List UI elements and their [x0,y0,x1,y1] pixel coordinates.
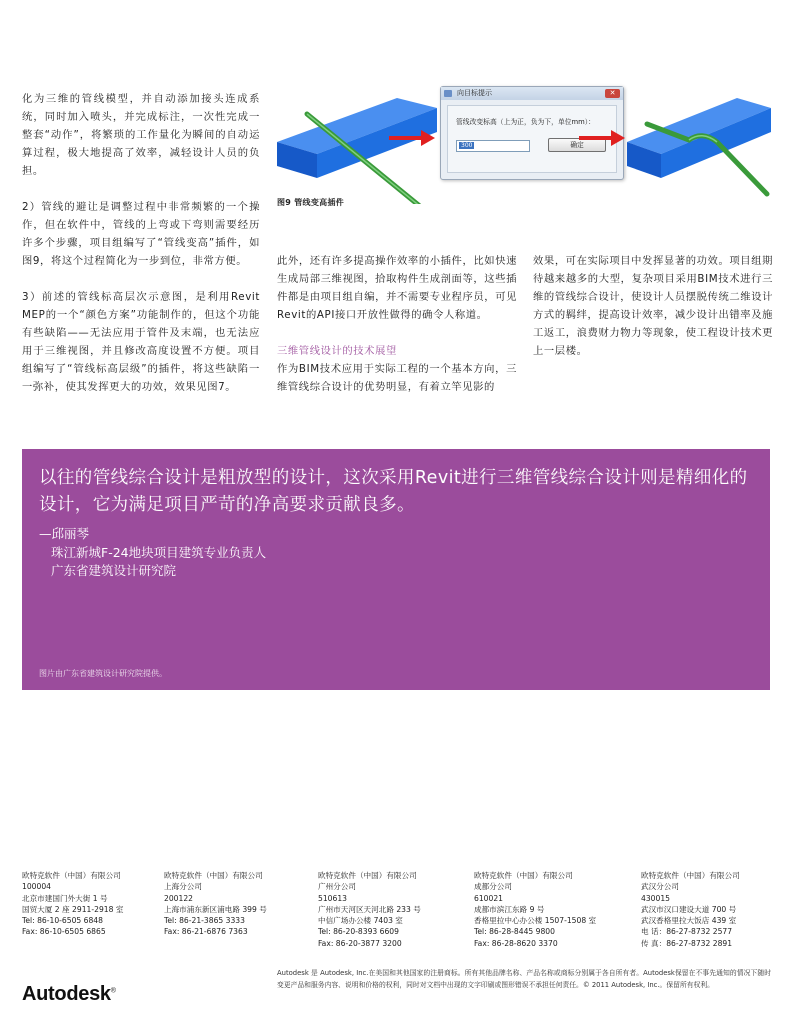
office-line: Fax: 86-20-3877 3200 [318,938,402,948]
office-line: 欧特克软件（中国）有限公司 [474,871,573,880]
close-icon[interactable]: ✕ [605,89,620,98]
middle-column [277,252,517,396]
body-paragraph: 化为三维的管线模型，并自动添加接头连成系统，同时加入喷头，并完成标注，一次性完成一整套“动作”，将繁琐的工作量化为瞬间的自动运算过程，极大地提高了效率，减轻设计人员的负担。 [22,93,260,177]
body-paragraph: 3）前述的管线标高层次示意图，是利用Revit MEP的一个“颜色方案”功能制作的，但这个功能有些缺陷——无法应用于管件及末端，也无法应用于三维视图，并且修改高度设置不方便。项目组编写了“管线标高层级”的插件，将这些缺陷一一弥补，使其发挥更大的功效，效果见图7。 [22,291,260,393]
office-line: Fax: 86-21-6876 7363 [164,927,248,937]
office-line: 成都分公司 [474,882,512,892]
office-line: Tel: 86-28-8445 9800 [474,927,555,937]
office-address-guangzhou [318,870,421,949]
quote-block [22,449,770,690]
office-line: Tel: 86-10-6505 6848 [22,916,103,926]
dialog-title: 向目标提示 [457,89,492,97]
ok-button[interactable]: 确定 [548,138,606,152]
height-input-value: 300 [461,142,473,149]
office-line: 上海分公司 [164,882,202,892]
right-column [533,252,773,378]
office-line: Tel: 86-20-8393 6609 [318,927,399,937]
office-line: 国贸大厦 2 座 2911-2918 室 [22,904,124,914]
arrow-right-icon [387,128,437,148]
office-line: 广州市天河区天河北路 233 号 [318,904,421,914]
office-line: 北京市建国门外大街 1 号 [22,893,108,903]
office-line: 武汉分公司 [641,882,679,892]
logo-text: Autodesk [22,983,111,1005]
office-line: Fax: 86-10-6505 6865 [22,927,106,937]
office-line: Fax: 86-28-8620 3370 [474,938,558,948]
figure-pipe-height-plugin [277,84,771,214]
image-credit: 图片由广东省建筑设计研究院提供。 [39,669,167,678]
pipe-after-illustration [627,94,771,204]
dialog-titlebar [441,87,623,100]
quote-author-role: 珠江新城F-24地块项目建筑专业负责人 [51,545,267,560]
body-paragraph: 效果，可在实际项目中发挥显著的功效。项目组期待越来越多的大型，复杂项目采用BIM技术进行三维的管线综合设计，使设计人员摆脱传统二维设计方式的羁绊，提高设计效率，减少设计出错率及施工返工，浪费财力物力等现象，使工程设计技术更上一层楼。 [533,255,773,357]
pipe-before-illustration [277,94,437,204]
legal-notice: Autodesk 是 Autodesk, Inc.在美国和其他国家的注册商标。所有其他品牌名称、产品名称或商标分别属于各自所有者。Autodesk保留在不事先通知的情况下随时变更产品和服务内容、说明和价格的权利，同时对文档中出现的文字印刷或图形错误不承担任何责任。© 2011 Autodesk, Inc.。保留所有权利。 [277,969,771,989]
quote-author-organization: 广东省建筑设计研究院 [51,563,177,578]
office-line: 广州分公司 [318,882,356,892]
left-column [22,90,260,414]
office-address-chengdu [474,870,596,949]
office-line: 欧特克软件（中国）有限公司 [22,871,121,880]
office-line: 510613 [318,893,347,903]
office-line: 香格里拉中心办公楼 1507-1508 室 [474,916,597,926]
office-line: 武汉香格里拉大饭店 439 室 [641,916,737,926]
office-line: 610021 [474,893,503,903]
office-line: 电 话：86-27-8732 2577 [641,927,733,937]
body-paragraph: 此外，还有许多提高操作效率的小插件，比如快速生成局部三维视图，拾取构件生成剖面等，这些插件都是由项目组自编，并不需要专业程序员，可见Revit的API接口开放性做得的确令人称道。 [277,255,517,321]
office-address-wuhan [641,870,740,949]
office-line: 传 真：86-27-8732 2891 [641,938,733,948]
office-line: 武汉市汉口建设大道 700 号 [641,904,737,914]
office-line: 欧特克软件（中国）有限公司 [641,871,740,880]
office-line: 欧特克软件（中国）有限公司 [164,871,263,880]
autodesk-logo [22,983,116,1006]
body-paragraph: 作为BIM技术应用于实际工程的一个基本方向，三维管线综合设计的优势明显，有着立竿见影的 [277,363,517,393]
height-input[interactable] [456,140,530,152]
figure-caption: 图9 管线变高插件 [277,198,345,207]
registered-mark-icon: ® [110,987,116,995]
office-address-shanghai [164,870,267,938]
dialog-prompt: 管线改变标高（上为正，负为下，单位mm）： [456,118,595,126]
office-line: 成都市滨江东路 9 号 [474,904,545,914]
office-line: 中信广场办公楼 7403 室 [318,916,403,926]
quote-author: —邱丽琴 [39,526,90,541]
body-paragraph: 2）管线的避让是调整过程中非常频繁的一个操作，但在软件中，管线的上弯或下弯则需要经历许多个步骤，项目组编写了“管线变高”插件，如图9，将这个过程简化为一步到位，非常方便。 [22,201,260,267]
office-line: 上海市浦东新区浦电路 399 号 [164,904,267,914]
office-address-beijing [22,870,123,938]
office-line: 200122 [164,893,193,903]
section-heading: 三维管线设计的技术展望 [277,345,397,357]
office-line: 欧特克软件（中国）有限公司 [318,871,417,880]
office-line: 100004 [22,882,51,892]
arrow-right-icon [577,128,627,148]
office-line: Tel: 86-21-3865 3333 [164,916,245,926]
quote-text: 以往的管线综合设计是粗放型的设计，这次采用Revit进行三维管线综合设计则是精细化的设计，它为满足项目严苛的净高要求贡献良多。 [39,468,748,515]
office-line: 430015 [641,893,670,903]
app-icon [444,90,452,97]
